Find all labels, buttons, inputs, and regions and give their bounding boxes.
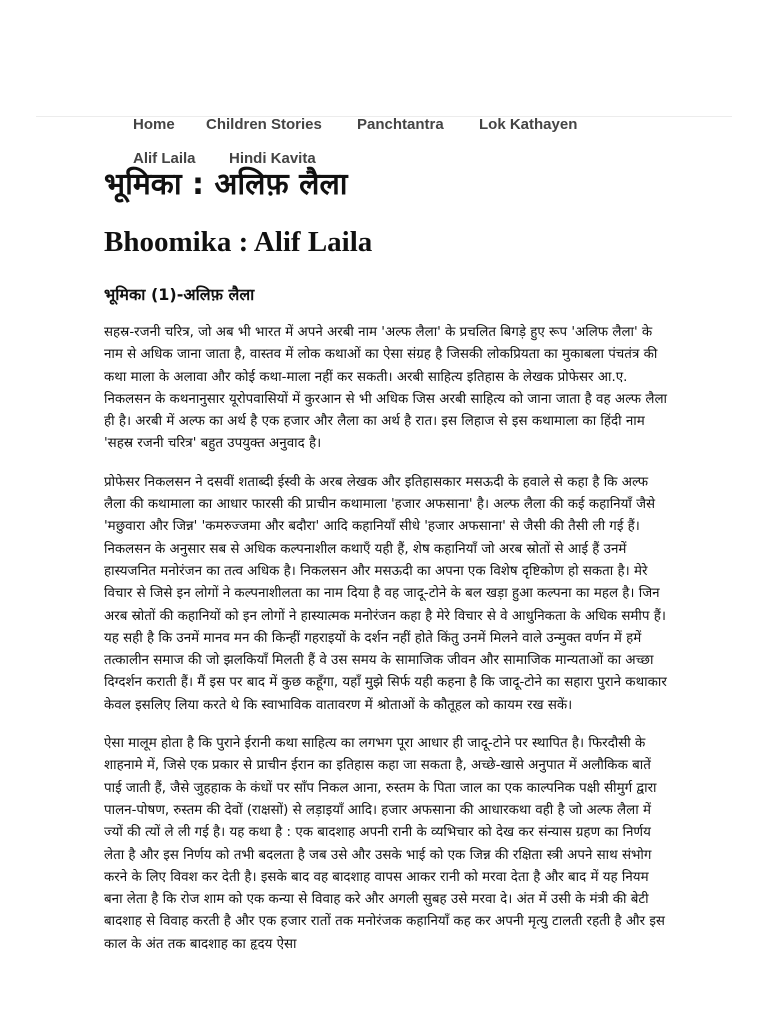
section-heading: भूमिका (1)-अलिफ़ लैला bbox=[104, 285, 255, 304]
article-body bbox=[104, 322, 670, 956]
nav-item-lok-kathayen[interactable]: Lok Kathayen bbox=[479, 116, 578, 133]
nav-item-home[interactable]: Home bbox=[133, 116, 175, 133]
nav-item-panchtantra[interactable]: Panchtantra bbox=[357, 116, 444, 133]
nav-item-hindi-kavita[interactable]: Hindi Kavita bbox=[229, 150, 316, 167]
nav-item-alif-laila[interactable]: Alif Laila bbox=[133, 150, 196, 167]
post-title: Bhoomika : Alif Laila bbox=[104, 226, 373, 258]
article-paragraph: ऐसा मालूम होता है कि पुराने ईरानी कथा साहित्य का लगभग पूरा आधार ही जादू-टोने पर स्थापित है। फिरदौसी के शाहनामे में, जिसे एक प्रकार से प्राचीन ईरान का इतिहास कहा जा सकता है, अच्छे-खासे अनुपात में अलौकिक बातें पाई जाती हैं, जैसे जुहहाक के कंधों पर साँप निकल आना, रुस्तम के पिता जाल का एक काल्पनिक पक्षी सीमुर्ग द्वारा पालन-पोषण, रुस्तम की देवों (राक्षसों) से लड़ाइयाँ आदि। हजार अफसाना की आधारकथा वही है जो अल्फ लैला में ज्यों की त्यों ले ली गई है। यह कथा है : एक बादशाह अपनी रानी के व्यभिचार को देख कर संन्यास ग्रहण का निर्णय लेता है और इस निर्णय को तभी बदलता है जब उसे और उसके भाई को एक जिन्न की रक्षिता स्त्री अपने साथ संभोग करने के लिए विवश कर देती है। इसके बाद वह बादशाह वापस आकर रानी को मरवा देता है और बाद में यह नियम बना लेता है कि रोज शाम को एक कन्या से विवाह करे और अगली सुबह उसे मरवा दे। अंत में उसी के मंत्री की बेटी बादशाह से विवाह करती है और एक हजार रातों तक मनोरंजक कहानियाँ कह कर अपनी मृत्यु टालती रहती है और इस काल के अंत तक बादशाह का हृदय ऐसा bbox=[104, 736, 665, 952]
page-title: भूमिका : अलिफ़ लैला bbox=[104, 167, 348, 202]
nav-item-children-stories[interactable]: Children Stories bbox=[206, 116, 322, 133]
article-paragraph: सहस्र-रजनी चरित्र, जो अब भी भारत में अपने अरबी नाम 'अल्फ लैला' के प्रचलित बिगड़े हुए रूप 'अलिफ लैला' के नाम से अधिक जाना जाता है, वास्तव में लोक कथाओं का ऐसा संग्रह है जिसकी लोकप्रियता का मुकाबला पंचतंत्र की कथा माला के अलावा और कोई कथा-माला नहीं कर सकती। अरबी साहित्य इतिहास के लेखक प्रोफेसर आ.ए. निकलसन के कथनानुसार यूरोपवासियों में कुरआन से भी अधिक जिस अरबी साहित्य को जाना जाता है वह अल्फ लैला ही है। अरबी में अल्फ का अर्थ है एक हजार और लैला का अर्थ है रात। इस लिहाज से इस कथामाला का हिंदी नाम 'सहस्र रजनी चरित्र' बहुत उपयुक्त अनुवाद है। bbox=[104, 325, 668, 452]
article-paragraph: प्रोफेसर निकलसन ने दसवीं शताब्दी ईस्वी के अरब लेखक और इतिहासकार मसऊदी के हवाले से कहा है कि अल्फ लैला की कथामाला का आधार फारसी की प्राचीन कथामाला 'हजार अफसाना' है। अल्फ लैला की कई कहानियाँ जैसे 'मछुवारा और जिन्न' 'कमरुज्जमा और बदौरा' आदि कहानियाँ सीधे 'हजार अफसाना' से जैसी की तैसी ली गई हैं। निकलसन के अनुसार सब से अधिक कल्पनाशील कथाएँ यही हैं, शेष कहानियाँ जो अरब स्रोतों से आई हैं उनमें हास्यजनित मनोरंजन का तत्व अधिक है। निकलसन और मसऊदी का अपना एक विशेष दृष्टिकोण हो सकता है। मेरे विचार से जिसे इन लोगों ने कल्पनाशीलता का नाम दिया है वह जादू-टोने के बल खड़ा हुआ कल्पना का महल है। जिन अरब स्रोतों की कहानियों को इन लोगों ने हास्यात्मक मनोरंजन कहा है मेरे विचार से वे आधुनिकता के अधिक समीप हैं। यह सही है कि उनमें मानव मन की किन्हीं गहराइयों के दर्शन नहीं होते किंतु उनमें मिलने वाले उन्मुक्त वर्णन में हमें तत्कालीन समाज की जो झलकियाँ मिलती हैं वे उस समय के सामाजिक जीवन और सामाजिक मान्यताओं का अच्छा दिग्दर्शन कराती हैं। मैं इस पर बाद में कुछ कहूँगा, यहाँ मुझे सिर्फ यही कहना है कि जादू-टोने का सहारा पुराने कथाकार केवल इसलिए लिया करते थे कि स्वाभाविक वातावरण में श्रोताओं के कौतूहल को कायम रख सकें। bbox=[104, 474, 667, 713]
